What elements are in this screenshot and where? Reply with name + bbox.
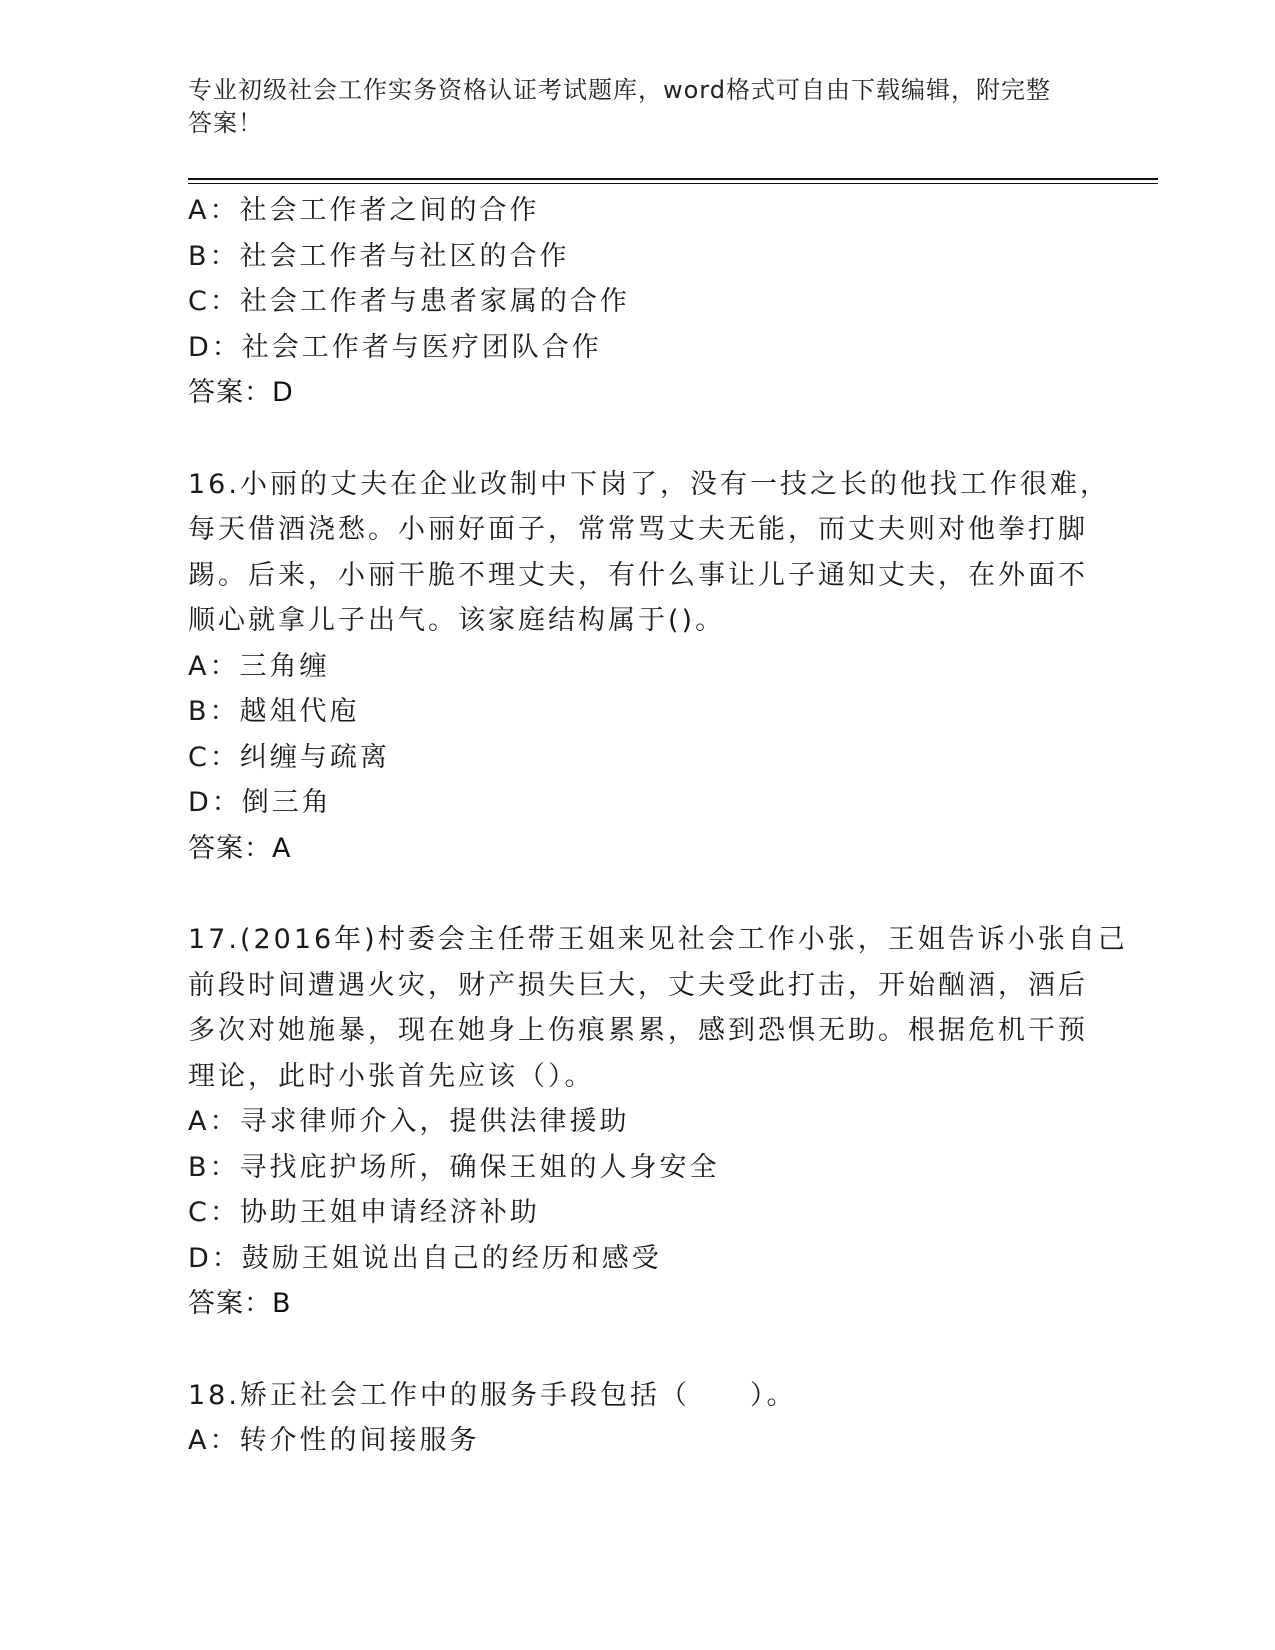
question-16	[188, 462, 1110, 872]
option-d: D：社会工作者与医疗团队合作	[188, 331, 602, 363]
question-stem-line: 16.小丽的丈夫在企业改制中下岗了，没有一技之长的他找工作很难，	[188, 468, 1110, 500]
question-stem-line: 踢。后来，小丽干脆不理丈夫，有什么事让儿子通知丈夫，在外面不	[188, 559, 1088, 591]
question-18	[188, 1373, 1088, 1464]
question-stem-line: 每天借酒浇愁。小丽好面子，常常骂丈夫无能，而丈夫则对他拳打脚	[188, 514, 1088, 545]
option-a: A：寻求律师介入，提供法律援助	[188, 1106, 630, 1137]
question-list	[188, 188, 1128, 1464]
spacer	[188, 416, 1088, 462]
header-rule-thin	[188, 183, 1158, 184]
option-d: D：鼓励王姐说出自己的经历和感受	[188, 1242, 662, 1274]
option-b: B：寻找庇护场所，确保王姐的人身安全	[188, 1151, 720, 1183]
answer: 答案：B	[188, 1288, 292, 1319]
question-17	[188, 917, 1128, 1327]
option-b: B：越俎代庖	[188, 696, 360, 727]
option-c: C：协助王姐申请经济补助	[188, 1197, 540, 1228]
question-15-continued	[188, 188, 1088, 416]
option-a: A：三角缠	[188, 650, 330, 682]
option-a: A：社会工作者之间的合作	[188, 195, 540, 226]
option-c: C：纠缠与疏离	[188, 741, 390, 773]
answer: 答案：A	[188, 832, 292, 864]
question-stem-line: 18.矫正社会工作中的服务手段包括（ ）。	[188, 1379, 797, 1411]
option-a: A：转介性的间接服务	[188, 1425, 480, 1456]
option-b: B：社会工作者与社区的合作	[188, 240, 570, 272]
header-rule-thick	[188, 178, 1158, 180]
question-stem-line: 17.(2016年)村委会主任带王姐来见社会工作小张，王姐告诉小张自己	[188, 924, 1128, 955]
question-stem-line: 多次对她施暴，现在她身上伤痕累累，感到恐惧无助。根据危机干预	[188, 1015, 1088, 1046]
spacer	[188, 1327, 1088, 1373]
question-stem-line: 前段时间遭遇火灾，财产损失巨大，丈夫受此打击，开始酗酒，酒后	[188, 969, 1088, 1001]
document-header: 专业初级社会工作实务资格认证考试题库，word格式可自由下载编辑，附完整答案！	[188, 76, 1051, 137]
spacer	[188, 871, 1088, 917]
question-stem-line: 顺心就拿儿子出气。该家庭结构属于()。	[188, 605, 726, 636]
option-c: C：社会工作者与患者家属的合作	[188, 286, 630, 317]
question-stem-line: 理论，此时小张首先应该（）。	[188, 1060, 595, 1092]
answer: 答案：D	[188, 377, 294, 408]
option-d: D：倒三角	[188, 787, 332, 818]
